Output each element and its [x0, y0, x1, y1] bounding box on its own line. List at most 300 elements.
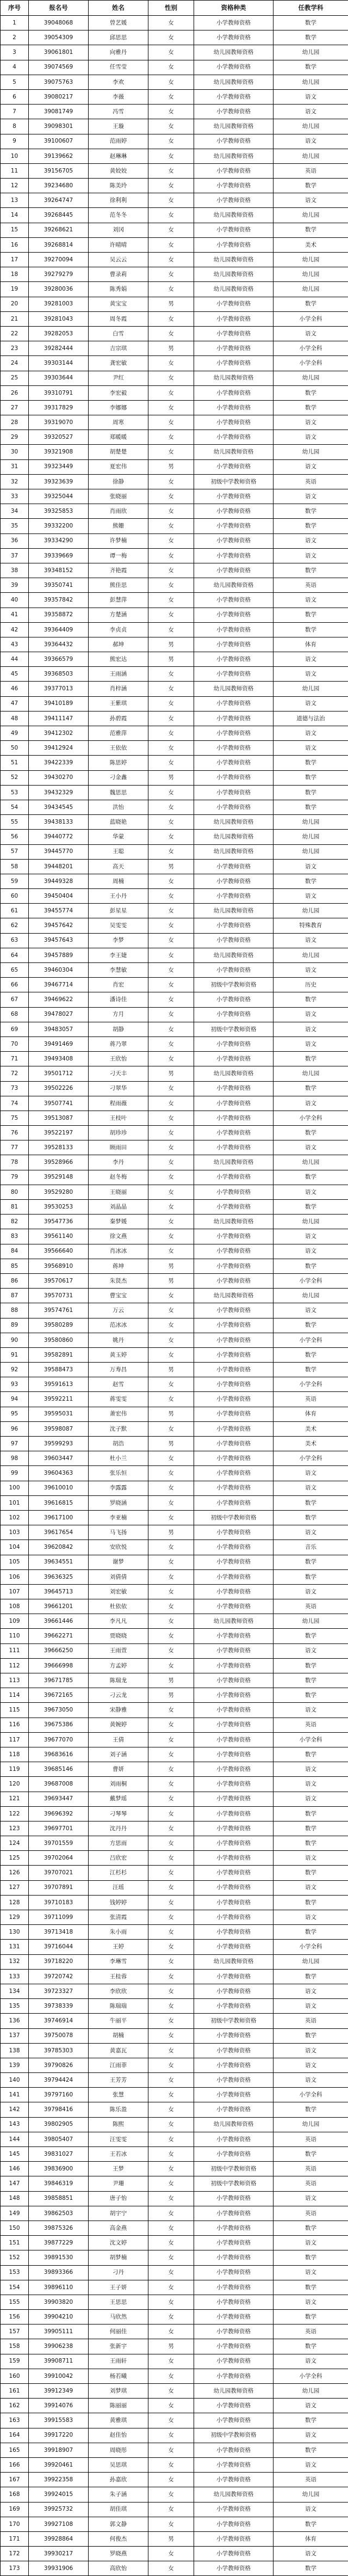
cell-teaching-subject: 数学: [274, 1200, 348, 1215]
cell-gender: 男: [148, 652, 194, 667]
table-row: [1, 622, 348, 637]
cell-qualification-type: 小学教师资格: [194, 459, 274, 474]
table-row: [1, 415, 348, 430]
cell-gender: 女: [148, 253, 194, 267]
cell-name: 王梦: [89, 2162, 148, 2176]
cell-teaching-subject: 语文: [274, 2191, 348, 2206]
cell-registration-number: 39636325: [29, 1569, 89, 1584]
cell-teaching-subject: 语文: [274, 933, 348, 948]
cell-registration-number: 39457642: [29, 918, 89, 933]
cell-qualification-type: 小学教师资格: [194, 105, 274, 119]
cell-registration-number: 39507741: [29, 1096, 89, 1111]
cell-registration-number: 39325853: [29, 504, 89, 519]
cell-name: 陈瑞龙: [89, 1673, 148, 1688]
table-row: [1, 1377, 348, 1392]
cell-gender: 女: [148, 1510, 194, 1525]
cell-gender: 女: [148, 1052, 194, 1066]
table-row: [1, 830, 348, 844]
header-index: 序号: [1, 1, 29, 16]
cell-index: 44: [1, 652, 29, 667]
cell-name: 赵佳怡: [89, 2428, 148, 2443]
cell-teaching-subject: 数学: [274, 1688, 348, 1703]
cell-gender: 女: [148, 1215, 194, 1229]
cell-gender: 女: [148, 2088, 194, 2102]
cell-registration-number: 39912349: [29, 2384, 89, 2399]
cell-qualification-type: 小学教师资格: [194, 1599, 274, 1614]
cell-index: 84: [1, 1244, 29, 1259]
cell-name: 黄婉婷: [89, 1718, 148, 1732]
cell-gender: 女: [148, 2058, 194, 2072]
cell-name: 陈思婷: [89, 756, 148, 770]
cell-teaching-subject: 数学: [274, 563, 348, 578]
cell-index: 98: [1, 1451, 29, 1466]
cell-name: 熊姗: [89, 519, 148, 533]
cell-index: 116: [1, 1718, 29, 1732]
cell-name: 李薇: [89, 89, 148, 104]
cell-index: 75: [1, 1111, 29, 1125]
cell-gender: 女: [148, 208, 194, 223]
table-row: [1, 1451, 348, 1466]
cell-index: 34: [1, 504, 29, 519]
cell-index: 88: [1, 1303, 29, 1318]
table-row: [1, 1481, 348, 1495]
cell-qualification-type: 幼儿园教师资格: [194, 844, 274, 859]
cell-index: 138: [1, 2043, 29, 2058]
cell-index: 32: [1, 474, 29, 489]
cell-index: 21: [1, 311, 29, 326]
table-row: [1, 1437, 348, 1451]
cell-registration-number: 39368503: [29, 667, 89, 682]
cell-teaching-subject: 语文: [274, 1481, 348, 1495]
cell-qualification-type: 小学教师资格: [194, 874, 274, 888]
cell-registration-number: 39339669: [29, 548, 89, 563]
cell-gender: 女: [148, 1569, 194, 1584]
cell-gender: 男: [148, 1259, 194, 1273]
table-row: [1, 874, 348, 888]
cell-registration-number: 39366579: [29, 652, 89, 667]
cell-gender: 女: [148, 1851, 194, 1866]
cell-gender: 男: [148, 341, 194, 356]
cell-registration-number: 39457889: [29, 948, 89, 962]
cell-name: 刘雨桐: [89, 1777, 148, 1792]
cell-gender: 女: [148, 193, 194, 208]
cell-registration-number: 39673050: [29, 1703, 89, 1718]
cell-index: 64: [1, 948, 29, 962]
cell-registration-number: 39666250: [29, 1643, 89, 1658]
cell-registration-number: 39903820: [29, 2295, 89, 2309]
cell-index: 67: [1, 992, 29, 1007]
table-row: [1, 1969, 348, 1984]
cell-registration-number: 39445770: [29, 844, 89, 859]
cell-teaching-subject: 数学: [274, 1510, 348, 1525]
cell-qualification-type: 小学教师资格: [194, 1540, 274, 1555]
cell-teaching-subject: 数学: [274, 2443, 348, 2457]
cell-gender: 女: [148, 504, 194, 519]
cell-registration-number: 39750078: [29, 2028, 89, 2043]
cell-teaching-subject: 语文: [274, 889, 348, 904]
cell-name: 刘冈: [89, 223, 148, 237]
cell-registration-number: 39279279: [29, 267, 89, 282]
cell-index: 85: [1, 1259, 29, 1273]
cell-registration-number: 39348152: [29, 563, 89, 578]
cell-index: 109: [1, 1614, 29, 1629]
cell-name: 胡宇宁: [89, 2206, 148, 2221]
cell-name: 罗晓燕: [89, 2547, 148, 2561]
cell-teaching-subject: 语文: [274, 548, 348, 563]
cell-index: 2: [1, 30, 29, 45]
cell-teaching-subject: 语文: [274, 2457, 348, 2472]
cell-qualification-type: 小学教师资格: [194, 60, 274, 75]
cell-teaching-subject: 数学: [274, 1347, 348, 1362]
table-row: [1, 445, 348, 459]
cell-registration-number: 39568910: [29, 1259, 89, 1273]
cell-teaching-subject: 幼儿园: [274, 1155, 348, 1170]
table-row: [1, 963, 348, 978]
table-row: [1, 30, 348, 45]
cell-teaching-subject: 数学: [274, 400, 348, 415]
cell-registration-number: 39746914: [29, 2014, 89, 2028]
cell-index: 132: [1, 1954, 29, 1969]
cell-registration-number: 39906238: [29, 2339, 89, 2354]
cell-index: 103: [1, 1525, 29, 1540]
cell-teaching-subject: 语文: [274, 1185, 348, 1199]
cell-teaching-subject: 语文: [274, 2547, 348, 2561]
cell-teaching-subject: 英语: [274, 2206, 348, 2221]
table-row: [1, 800, 348, 814]
cell-teaching-subject: 数学: [274, 2413, 348, 2428]
cell-name: 郑暖暖: [89, 430, 148, 445]
cell-qualification-type: 幼儿园教师资格: [194, 119, 274, 134]
table-row: [1, 1866, 348, 1880]
table-row: [1, 504, 348, 519]
cell-gender: 男: [148, 1363, 194, 1377]
cell-index: 36: [1, 533, 29, 548]
header-teaching-subject: 任教学科: [274, 1, 348, 16]
cell-qualification-type: 小学教师资格: [194, 2088, 274, 2102]
cell-registration-number: 39528133: [29, 1140, 89, 1155]
cell-gender: 女: [148, 2043, 194, 2058]
cell-name: 龚宏敏: [89, 356, 148, 371]
table-row: [1, 1806, 348, 1821]
cell-name: 郝坤: [89, 637, 148, 652]
cell-name: 陈乐盈: [89, 2102, 148, 2117]
cell-qualification-type: 初级中学教师资格: [194, 978, 274, 992]
cell-teaching-subject: 数学: [274, 1495, 348, 1510]
cell-registration-number: 39432329: [29, 785, 89, 800]
table-row: [1, 1732, 348, 1747]
cell-name: 王小丹: [89, 889, 148, 904]
cell-qualification-type: 小学教师资格: [194, 1244, 274, 1259]
cell-gender: 男: [148, 1437, 194, 1451]
cell-registration-number: 39862503: [29, 2206, 89, 2221]
cell-registration-number: 39922358: [29, 2473, 89, 2487]
table-row: [1, 1836, 348, 1851]
table-row: [1, 2265, 348, 2280]
cell-index: 106: [1, 1569, 29, 1584]
table-row: [1, 2043, 348, 2058]
cell-index: 137: [1, 2028, 29, 2043]
cell-teaching-subject: 数学: [274, 1081, 348, 1096]
cell-name: 方孟婷: [89, 1658, 148, 1673]
cell-registration-number: 39710183: [29, 1895, 89, 1910]
cell-qualification-type: 幼儿园教师资格: [194, 815, 274, 830]
cell-index: 165: [1, 2443, 29, 2457]
cell-name: 吴雯雯: [89, 918, 148, 933]
cell-registration-number: 39738339: [29, 1999, 89, 2014]
cell-gender: 女: [148, 1200, 194, 1215]
cell-gender: 女: [148, 1007, 194, 1022]
cell-teaching-subject: 幼儿园: [274, 1066, 348, 1081]
cell-index: 16: [1, 237, 29, 252]
cell-qualification-type: 小学教师资格: [194, 1777, 274, 1792]
cell-name: 蒋坤: [89, 1259, 148, 1273]
table-row: [1, 696, 348, 711]
cell-gender: 女: [148, 1555, 194, 1569]
cell-index: 14: [1, 208, 29, 223]
cell-index: 111: [1, 1643, 29, 1658]
cell-qualification-type: 幼儿园教师资格: [194, 1066, 274, 1081]
cell-gender: 女: [148, 2295, 194, 2309]
cell-index: 8: [1, 119, 29, 134]
cell-qualification-type: 小学教师资格: [194, 1895, 274, 1910]
cell-registration-number: 39836900: [29, 2162, 89, 2176]
cell-qualification-type: 小学教师资格: [194, 193, 274, 208]
cell-registration-number: 39599293: [29, 1437, 89, 1451]
cell-qualification-type: 幼儿园教师资格: [194, 208, 274, 223]
cell-index: 86: [1, 1273, 29, 1288]
cell-registration-number: 39501712: [29, 1066, 89, 1081]
cell-gender: 女: [148, 356, 194, 371]
cell-teaching-subject: 英语: [274, 2162, 348, 2176]
table-row: [1, 1954, 348, 1969]
cell-registration-number: 39846319: [29, 2176, 89, 2191]
cell-index: 97: [1, 1437, 29, 1451]
cell-registration-number: 39592211: [29, 1392, 89, 1407]
cell-registration-number: 39893366: [29, 2265, 89, 2280]
table-row: [1, 2517, 348, 2531]
cell-index: 73: [1, 1081, 29, 1096]
cell-qualification-type: 初级中学教师资格: [194, 2428, 274, 2443]
cell-teaching-subject: 语文: [274, 2428, 348, 2443]
cell-teaching-subject: 数学: [274, 179, 348, 193]
cell-name: 王桂蓉: [89, 1969, 148, 1984]
table-row: [1, 2073, 348, 2088]
cell-name: 高金燕: [89, 2221, 148, 2235]
cell-gender: 男: [148, 770, 194, 785]
cell-index: 59: [1, 874, 29, 888]
cell-index: 25: [1, 371, 29, 385]
cell-qualification-type: 小学教师资格: [194, 1377, 274, 1392]
cell-gender: 女: [148, 815, 194, 830]
cell-qualification-type: 幼儿园教师资格: [194, 578, 274, 593]
table-row: [1, 1880, 348, 1895]
cell-index: 61: [1, 904, 29, 918]
table-row: [1, 119, 348, 134]
cell-teaching-subject: 幼儿园: [274, 208, 348, 223]
cell-registration-number: 39914076: [29, 2399, 89, 2413]
table-row: [1, 1510, 348, 1525]
cell-name: 高欣怡: [89, 2561, 148, 2576]
cell-qualification-type: 小学教师资格: [194, 2354, 274, 2369]
cell-teaching-subject: 美术: [274, 237, 348, 252]
table-row: [1, 1703, 348, 1718]
cell-teaching-subject: 语文: [274, 696, 348, 711]
cell-qualification-type: 小学教师资格: [194, 1925, 274, 1940]
cell-gender: 女: [148, 2206, 194, 2221]
cell-name: 刁琴琴: [89, 1806, 148, 1821]
cell-index: 23: [1, 341, 29, 356]
cell-gender: 女: [148, 1126, 194, 1140]
cell-qualification-type: 初级中学教师资格: [194, 1510, 274, 1525]
table-row: [1, 2457, 348, 2472]
table-row: [1, 134, 348, 149]
cell-registration-number: 39671785: [29, 1673, 89, 1688]
table-row: [1, 859, 348, 874]
cell-name: 唐子怡: [89, 2191, 148, 2206]
cell-name: 李丹: [89, 1155, 148, 1170]
cell-gender: 女: [148, 2162, 194, 2176]
cell-registration-number: 39924015: [29, 2487, 89, 2502]
cell-gender: 男: [148, 2339, 194, 2354]
cell-teaching-subject: 语文: [274, 1792, 348, 1806]
table-row: [1, 2324, 348, 2339]
cell-qualification-type: 小学教师资格: [194, 1363, 274, 1377]
cell-index: 22: [1, 326, 29, 341]
cell-name: 刁金鑫: [89, 770, 148, 785]
cell-registration-number: 39858851: [29, 2191, 89, 2206]
cell-teaching-subject: 语文: [274, 1525, 348, 1540]
cell-name: 周楠: [89, 874, 148, 888]
table-row: [1, 2117, 348, 2132]
cell-registration-number: 39334290: [29, 533, 89, 548]
cell-name: 夏宏伟: [89, 459, 148, 474]
cell-teaching-subject: 数学: [274, 30, 348, 45]
cell-teaching-subject: 幼儿园: [274, 815, 348, 830]
cell-registration-number: 39323449: [29, 459, 89, 474]
cell-gender: 男: [148, 459, 194, 474]
cell-teaching-subject: 数学: [274, 2310, 348, 2324]
cell-gender: 女: [148, 726, 194, 741]
table-row: [1, 2176, 348, 2191]
cell-registration-number: 39718220: [29, 1954, 89, 1969]
cell-teaching-subject: 语文: [274, 2295, 348, 2309]
cell-registration-number: 39530253: [29, 1200, 89, 1215]
cell-teaching-subject: 数学: [274, 1821, 348, 1836]
cell-gender: 女: [148, 1421, 194, 1436]
cell-name: 曹宝宝: [89, 1289, 148, 1303]
table-row: [1, 1910, 348, 1925]
cell-teaching-subject: 语文: [274, 2354, 348, 2369]
cell-qualification-type: 小学教师资格: [194, 533, 274, 548]
cell-registration-number: 39891530: [29, 2250, 89, 2265]
cell-gender: 男: [148, 1673, 194, 1688]
cell-registration-number: 39927108: [29, 2517, 89, 2531]
cell-registration-number: 39469622: [29, 992, 89, 1007]
cell-name: 沈文婷: [89, 2236, 148, 2250]
cell-qualification-type: 小学教师资格: [194, 2310, 274, 2324]
cell-name: 潘诗佳: [89, 992, 148, 1007]
cell-gender: 女: [148, 2014, 194, 2028]
cell-qualification-type: 小学教师资格: [194, 1392, 274, 1407]
cell-gender: 女: [148, 2443, 194, 2457]
cell-registration-number: 39457643: [29, 933, 89, 948]
cell-gender: 女: [148, 608, 194, 622]
cell-teaching-subject: 数学: [274, 608, 348, 622]
cell-name: 许梦楠: [89, 533, 148, 548]
cell-name: 刁翠华: [89, 1081, 148, 1096]
cell-gender: 女: [148, 267, 194, 282]
cell-gender: 女: [148, 1599, 194, 1614]
table-row: [1, 1792, 348, 1806]
cell-gender: 女: [148, 519, 194, 533]
cell-gender: 女: [148, 1451, 194, 1466]
cell-teaching-subject: 幼儿园: [274, 1215, 348, 1229]
cell-qualification-type: 小学教师资格: [194, 519, 274, 533]
table-row: [1, 2250, 348, 2265]
table-row: [1, 682, 348, 696]
table-row: [1, 1584, 348, 1599]
cell-name: 彭星星: [89, 904, 148, 918]
cell-qualification-type: 小学教师资格: [194, 2324, 274, 2339]
cell-index: 164: [1, 2428, 29, 2443]
cell-gender: 女: [148, 45, 194, 60]
cell-gender: 女: [148, 1658, 194, 1673]
cell-registration-number: 39790826: [29, 2058, 89, 2072]
cell-teaching-subject: 数学: [274, 2339, 348, 2354]
cell-registration-number: 39448201: [29, 859, 89, 874]
cell-gender: 男: [148, 1066, 194, 1081]
cell-index: 79: [1, 1170, 29, 1185]
cell-index: 37: [1, 548, 29, 563]
cell-gender: 女: [148, 1289, 194, 1303]
table-row: [1, 1614, 348, 1629]
cell-gender: 女: [148, 741, 194, 756]
cell-name: 张乐恒: [89, 1466, 148, 1481]
cell-registration-number: 39321908: [29, 445, 89, 459]
cell-teaching-subject: 幼儿园: [274, 282, 348, 297]
cell-gender: 男: [148, 1407, 194, 1421]
cell-index: 74: [1, 1096, 29, 1111]
cell-index: 140: [1, 2073, 29, 2088]
cell-registration-number: 39320527: [29, 430, 89, 445]
cell-registration-number: 39411147: [29, 711, 89, 726]
cell-name: 汪雯雯: [89, 2132, 148, 2146]
cell-name: 方思雨: [89, 1836, 148, 1851]
cell-teaching-subject: 语文: [274, 652, 348, 667]
cell-teaching-subject: 数学: [274, 1555, 348, 1569]
cell-index: 80: [1, 1185, 29, 1199]
cell-registration-number: 39438133: [29, 815, 89, 830]
cell-index: 5: [1, 75, 29, 89]
cell-name: 牛丽平: [89, 2014, 148, 2028]
cell-registration-number: 39491469: [29, 1036, 89, 1051]
cell-registration-number: 39928864: [29, 2531, 89, 2546]
cell-qualification-type: 小学教师资格: [194, 2502, 274, 2517]
cell-gender: 女: [148, 1925, 194, 1940]
cell-gender: 女: [148, 223, 194, 237]
table-row: [1, 652, 348, 667]
cell-registration-number: 39661201: [29, 1599, 89, 1614]
cell-teaching-subject: 数学: [274, 385, 348, 400]
cell-index: 122: [1, 1806, 29, 1821]
header-gender: 性别: [148, 1, 194, 16]
table-row: [1, 1096, 348, 1111]
cell-index: 129: [1, 1910, 29, 1925]
cell-registration-number: 39080217: [29, 89, 89, 104]
cell-gender: 女: [148, 1111, 194, 1125]
cell-gender: 女: [148, 1732, 194, 1747]
cell-qualification-type: 小学教师资格: [194, 2236, 274, 2250]
